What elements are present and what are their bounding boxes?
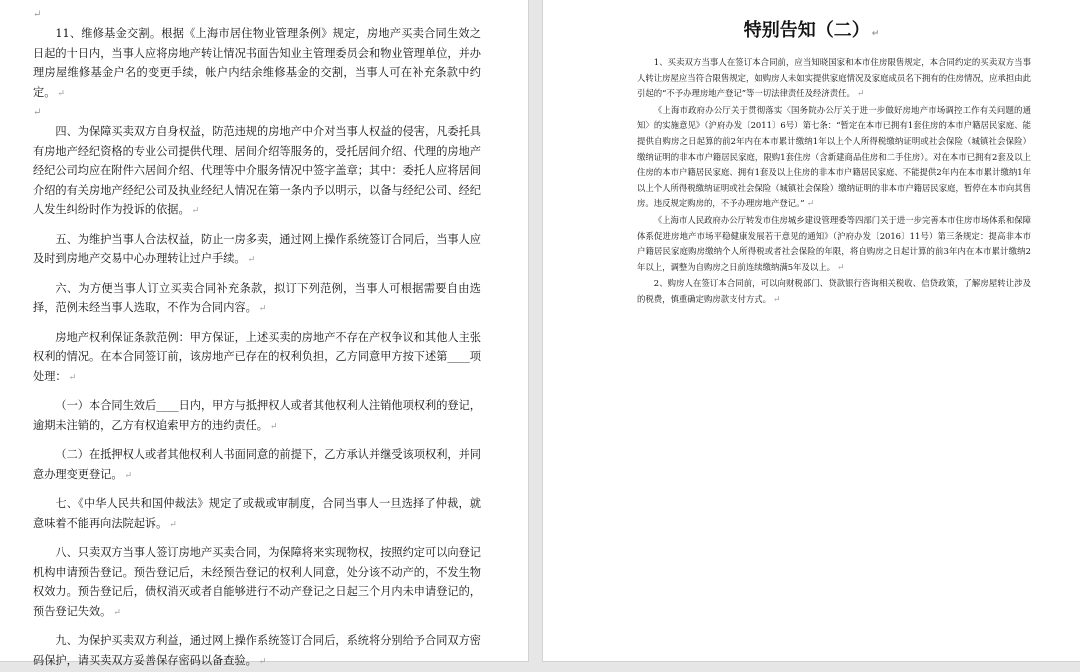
paragraph-notice-1[interactable]: 1、买卖双方当事人在签订本合同前，应当知晓国家和本市住房限售规定，本合同约定的买卖双方当事人转让房屋应当符合限售规定，如购房人未如实提供家庭情况及家庭成员名下拥有的住房情况，应承担由此引起的“不予办理房地产登记”等一切法律责任及经济责任。 ↵ <box>637 57 1031 100</box>
paragraph-section-7[interactable]: 七、《中华人民共和国仲裁法》规定了或裁或审制度，合同当事人一旦选择了仲裁，就意味着不能再向法院起诉。 ↵ <box>33 497 481 530</box>
empty-paragraph: ↵ <box>33 107 42 118</box>
right-page-body <box>543 16 1080 309</box>
paragraph-section-9[interactable]: 九、为保护买卖双方利益，通过网上操作系统签订合同后，系统将分别给予合同双方密码保护，请买卖双方妥善保存密码以备查验。 ↵ <box>33 634 481 667</box>
paragraph-notice-2[interactable]: 2、购房人在签订本合同前，可以向财税部门、贷款银行咨询相关税收、信贷政策，了解房屋转让涉及的税费，慎重确定购房款支付方式。 ↵ <box>637 278 1031 305</box>
paragraph-section-4[interactable]: 四、为保障买卖双方自身权益，防范违规的房地产中介对当事人权益的侵害，凡委托具有房地产经纪资格的专业公司提供代理、居间介绍等服务的，受托居间介绍、代理的房地产经纪公司均应在附件六居间介绍、代理等中介服务情况中签字盖章；其中：委托人应将居间介绍的有关房地产经纪公司及执业经纪人情况在第一条内予以明示，以备与经纪公司、经纪人发生纠纷时作为投诉的依据。 ↵ <box>33 125 481 216</box>
page-title: 特别告知（二） ↵ <box>743 20 880 41</box>
paragraph-option-2[interactable]: （二）在抵押权人或者其他权利人书面同意的前提下，乙方承认并继受该项权利，并同意办理变更登记。 ↵ <box>33 448 481 481</box>
paragraph-regulation-2011[interactable]: 《上海市政府办公厅关于贯彻落实〈国务院办公厅关于进一步做好房地产市场调控工作有关问题的通知〉的实施意见》（沪府办发〔2011〕6号）第七条：“暂定在本市已拥有1套住房的本市户籍居民家庭、能提供自购房之日起算的前2年内在本市累计缴纳1年以上个人所得税缴纳证明或社会保险（城镇社会保险）缴纳证明的非本市户籍居民家庭，限购1套住房（含新建商品住房和二手住房）。对在本市已拥有2套及以上住房的本市户籍居民家庭、拥有1套及以上住房的非本市户籍居民家庭、不能提供2年内在本市累计缴纳1年以上个人所得税缴纳证明或社会保险（城镇社会保险）缴纳证明的非本市户籍居民家庭，暂停在本市向其售房。违反规定购房的，不予办理房地产登记。” ↵ <box>637 104 1031 210</box>
paragraph-section-8[interactable]: 八、只卖双方当事人签订房地产买卖合同，为保障将来实现物权，按照约定可以向登记机构申请预告登记。预告登记后，未经预告登记的权利人同意，处分该不动产的，不发生物权效力。预告登记后，债权消灭或者自能够进行不动产登记之日起三个月内未申请登记的，预告登记失效。 ↵ <box>33 546 481 618</box>
document-page-left[interactable] <box>0 0 528 667</box>
paragraph-maintenance-fund[interactable]: 11、维修基金交割。根据《上海市居住物业管理条例》规定，房地产买卖合同生效之日起的十日内，当事人应将房地产转让情况书面告知业主管理委员会和物业管理单位，并办理房屋维修基金户名的变更手续，帐户内结余维修基金的交割，当事人可在补充条款中约定。 ↵ <box>33 27 481 99</box>
paragraph-option-1[interactable]: （一）本合同生效后____日内，甲方与抵押权人或者其他权利人注销他项权利的登记，逾期未注销的，乙方有权追索甲方的违约责任。 ↵ <box>33 399 481 432</box>
empty-paragraph: ↵ <box>33 9 42 20</box>
paragraph-section-6[interactable]: 六、为方便当事人订立买卖合同补充条款，拟订下列范例，当事人可根据需要自由选择，范例未经当事人选取，不作为合同内容。 ↵ <box>33 281 481 314</box>
left-page-body <box>0 6 528 672</box>
paragraph-guarantee-clause[interactable]: 房地产权利保证条款范例：甲方保证，上述买卖的房地产不存在产权争议和其他人主张权利的情况。在本合同签订前，该房地产已存在的权利负担，乙方同意甲方按下述第____项处理： ↵ <box>33 330 481 383</box>
paragraph-section-5[interactable]: 五、为维护当事人合法权益，防止一房多卖，通过网上操作系统签订合同后，当事人应及时到房地产交易中心办理转让过户手续。 ↵ <box>33 232 481 265</box>
document-page-right[interactable] <box>543 0 1080 661</box>
paragraph-regulation-2016[interactable]: 《上海市人民政府办公厅转发市住房城乡建设管理委等四部门关于进一步完善本市住房市场体系和保障体系促进房地产市场平稳健康发展若干意见的通知》（沪府办发〔2016〕11号）第三条规定：提高非本市户籍居民家庭购房缴纳个人所得税或者社会保险的年限，将自购房之日起计算的前3年内在本市累计缴纳2年以上，调整为自购房之日前连续缴纳满5年及以上。 ↵ <box>637 214 1031 273</box>
